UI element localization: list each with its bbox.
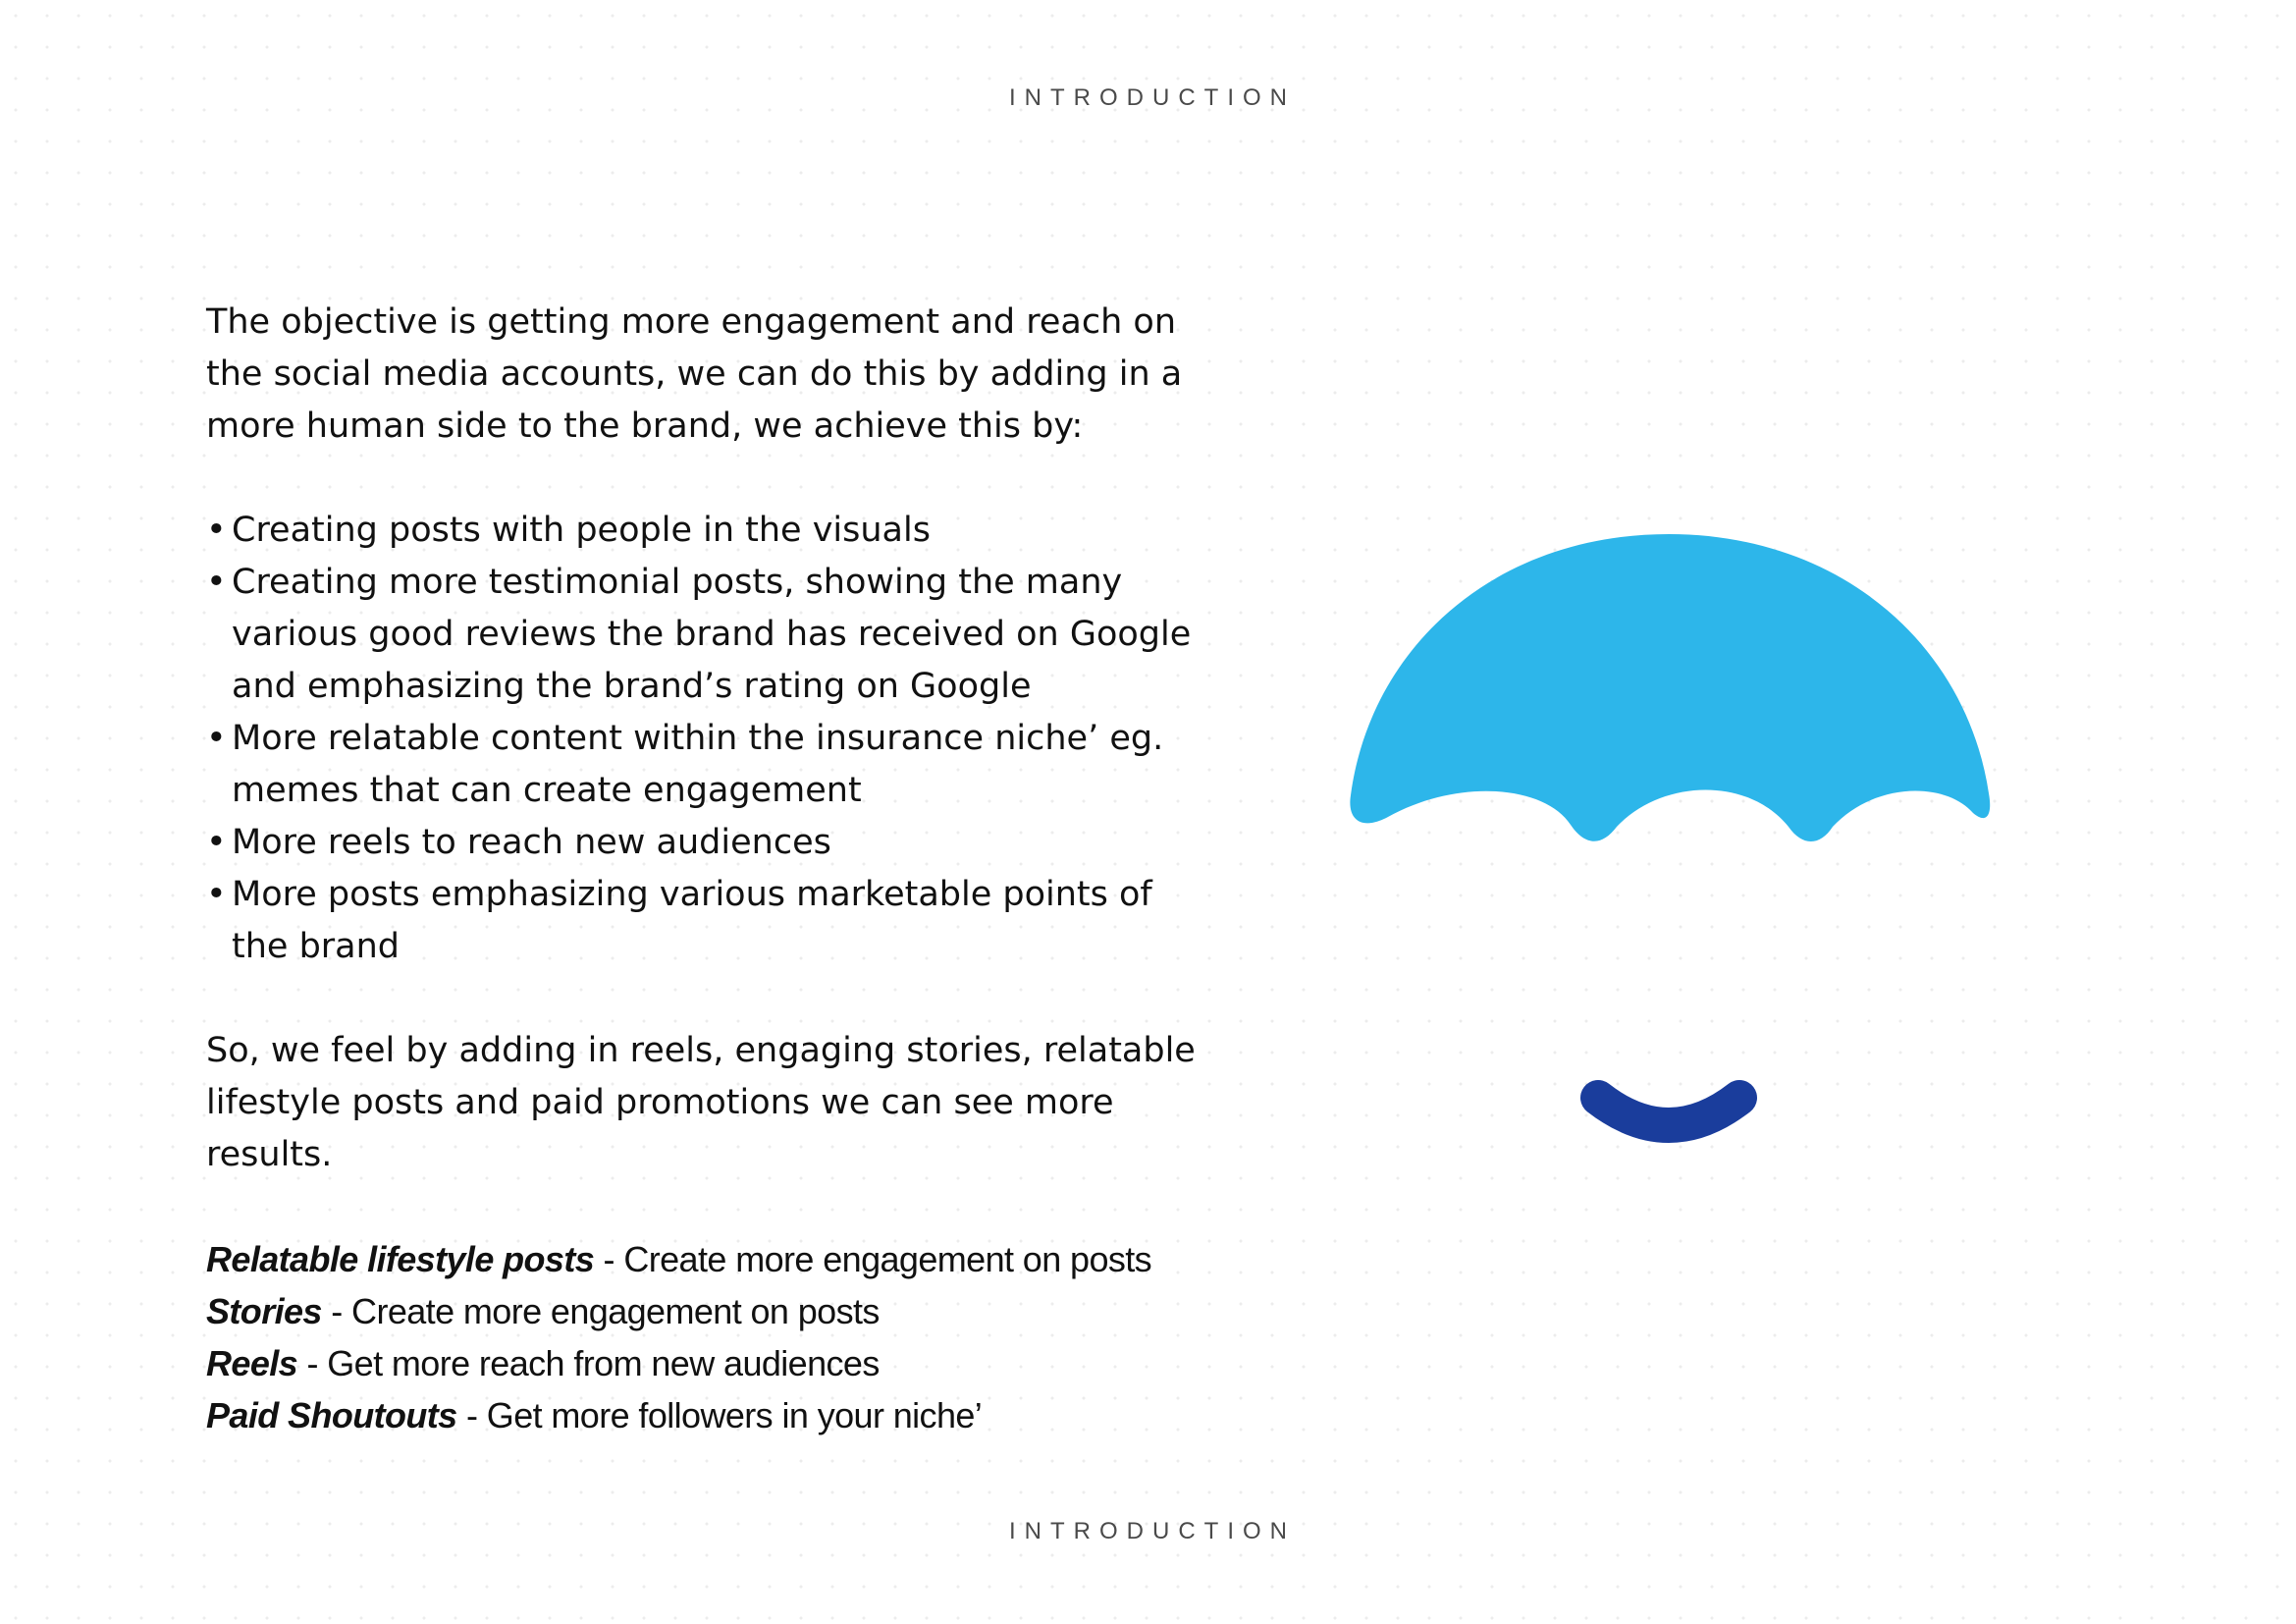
summary-row xyxy=(206,1337,1207,1389)
umbrella-smile-icon xyxy=(1345,530,1993,1159)
spacer xyxy=(206,973,1207,1025)
summary-term: Relatable lifestyle posts xyxy=(206,1239,595,1279)
bullet-dot: • xyxy=(206,563,227,602)
bullet-text: More reels to reach new audiences xyxy=(232,823,831,862)
summary-description: - Create more engagement on posts xyxy=(594,1239,1152,1279)
bullet-item xyxy=(206,557,1207,713)
page-footer-label: INTRODUCTION xyxy=(1009,1518,1296,1544)
bullet-text: More relatable content within the insurance niche’ eg. memes that can create engagement xyxy=(232,719,1164,810)
objective-bullet-list xyxy=(206,505,1207,973)
summary-row xyxy=(206,1285,1207,1337)
intro-paragraph: The objective is getting more engagement and reach on the social media accounts, we can do this by adding in a more human side to the brand, we achieve this by: xyxy=(206,302,1183,446)
strategy-summary-list xyxy=(206,1233,1207,1441)
summary-description: - Get more followers in your niche’ xyxy=(456,1395,983,1435)
summary-term: Paid Shoutouts xyxy=(206,1395,457,1435)
summary-term: Reels xyxy=(206,1343,298,1383)
bullet-dot: • xyxy=(206,823,227,862)
bullet-text: More posts emphasizing various marketable points of the brand xyxy=(232,875,1152,966)
conclusion-paragraph: So, we feel by adding in reels, engaging stories, relatable lifestyle posts and paid promotions we can see more results. xyxy=(206,1031,1196,1174)
bullet-dot: • xyxy=(206,719,227,758)
bullet-item xyxy=(206,869,1207,973)
main-content xyxy=(206,297,1207,1441)
page-header-label: INTRODUCTION xyxy=(1009,84,1296,111)
umbrella-canopy-shape xyxy=(1350,534,1990,841)
summary-row xyxy=(206,1233,1207,1285)
bullet-item xyxy=(206,505,1207,557)
bullet-dot: • xyxy=(206,875,227,914)
spacer xyxy=(206,453,1207,505)
summary-description: - Get more reach from new audiences xyxy=(297,1343,880,1383)
summary-description: - Create more engagement on posts xyxy=(321,1291,880,1331)
bullet-text: Creating more testimonial posts, showing the many various good reviews the brand has received on Google and emphasizing the brand’s rating on Google xyxy=(232,563,1192,706)
smile-arc xyxy=(1598,1098,1739,1125)
bullet-item xyxy=(206,713,1207,817)
spacer xyxy=(206,1181,1207,1233)
bullet-item xyxy=(206,817,1207,869)
summary-row xyxy=(206,1389,1207,1441)
summary-term: Stories xyxy=(206,1291,322,1331)
bullet-dot: • xyxy=(206,511,227,550)
bullet-text: Creating posts with people in the visuals xyxy=(232,511,931,550)
